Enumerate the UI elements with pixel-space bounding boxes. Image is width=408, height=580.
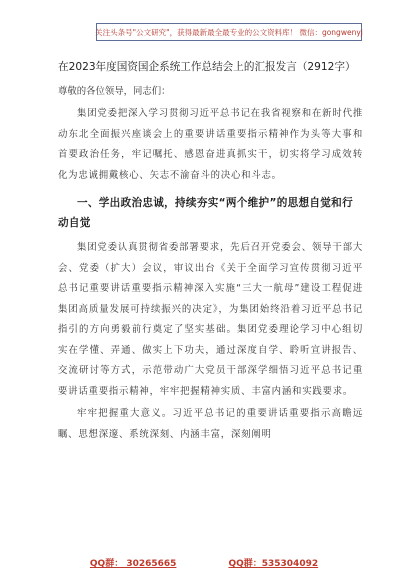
paragraph-section-1: 集团党委认真贯彻省委部署要求，先后召开党委会、领导干部大会、党委（扩大）会议，审议出台《关于全面学习宣传贯彻习近平总书记重要讲话重要指示精神深入实施“三大一航母”建设工程促进集团高质量发展可持续振兴的决定》，为集团始终沿着习近平总书记指引的方向勇毅前行奠定了坚实基础。集团党委理论学习中心组切实在学懂、弄通、做实上下功夫，通过深度自学、聆听宣讲报告、交流研讨等方式，示范带动广大党员干部深学细悟习近平总书记重要讲话重要指示精神，牢牢把握精神实质、丰富内涵和实践要求。 xyxy=(58,242,363,397)
qq-group-1[interactable]: QQ群： 30265665 xyxy=(89,559,177,569)
document-title: 在2023年度国资国企系统工作总结会上的汇报发言（2912字） xyxy=(58,61,356,73)
document-body xyxy=(58,58,363,445)
paragraph-significance: 牢牢把握重大意义。习近平总书记的重要讲话重要指示高瞻远瞩、思想深邃、系统深刻、内涵丰富，深刻阐明 xyxy=(58,408,363,440)
qq-group-2[interactable]: QQ群：535304092 xyxy=(228,559,319,569)
promo-banner xyxy=(96,23,362,41)
salutation: 尊敬的各位领导，同志们： xyxy=(58,86,171,97)
paragraph-intro: 集团党委把深入学习贯彻习近平总书记在我省视察和在新时代推动东北全面振兴座谈会上的重要讲话重要指示精神作为头等大事和首要政治任务，牢记嘱托、感恩奋进真抓实干，切实将学习成效转化为忠诚拥戴核心、矢志不渝奋斗的决心和斗志。 xyxy=(58,108,363,181)
footer-contacts xyxy=(0,556,408,569)
promo-banner-text: 关注头条号"公文研究"，获得最新最全最专业的公文资料库！ 微信：gongwenyj xyxy=(95,27,363,37)
section-heading-1: 一、学出政治忠诚，持续夯实“两个维护”的思想自觉和行动自觉 xyxy=(58,197,353,229)
